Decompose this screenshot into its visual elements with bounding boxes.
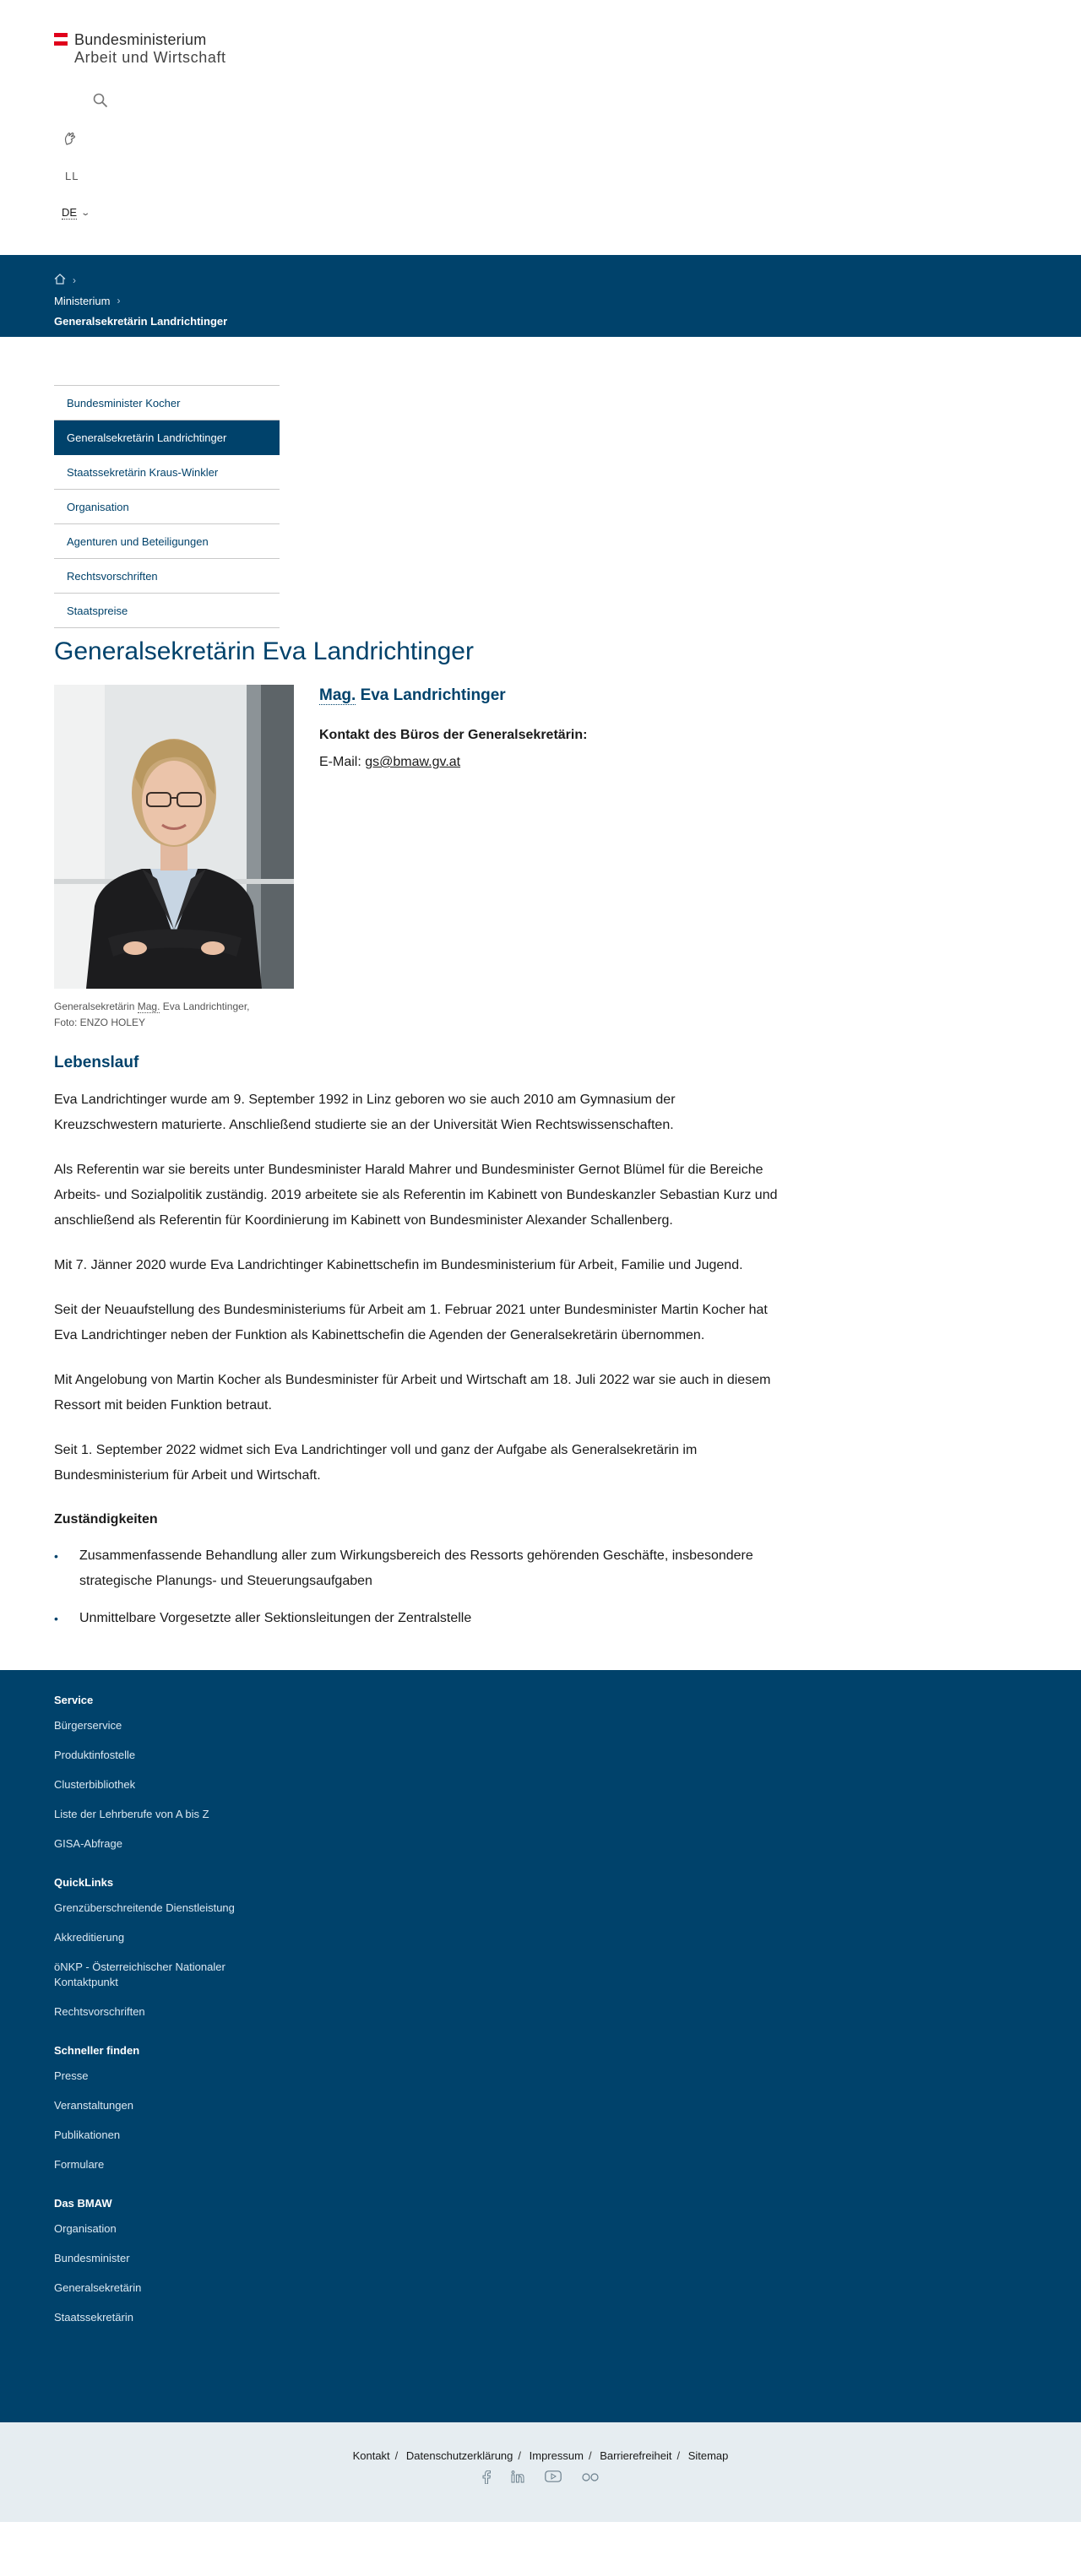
duty-item: • Zusammenfassende Behandlung aller zum Wirkungsbereich des Ressorts gehörenden Geschäfte, insbesondere strategische Planungs- und Steuerungsaufgaben	[54, 1543, 780, 1594]
cv-heading: Lebenslauf	[54, 1054, 139, 1071]
footer-link[interactable]: Liste der Lehrberufe von A bis Z	[54, 1808, 209, 1820]
footer-link[interactable]: Rechtsvorschriften	[54, 2005, 145, 2018]
legal-link-kontakt[interactable]: Kontakt	[352, 2449, 390, 2462]
caption-prefix: Generalsekretärin	[54, 1001, 135, 1012]
sidenav-item[interactable]: Organisation	[54, 490, 280, 524]
duties-list	[54, 1543, 780, 1631]
footer-link[interactable]: Bundesminister	[54, 2252, 130, 2264]
separator: /	[588, 2449, 592, 2462]
caption-abbreviation: Mag.	[137, 1001, 160, 1012]
logo-text	[74, 31, 226, 67]
duties-heading: Zuständigkeiten	[54, 1512, 158, 1527]
sidenav-item[interactable]: Agenturen und Beteiligungen	[54, 524, 280, 559]
search-icon[interactable]	[93, 93, 108, 112]
facebook-icon[interactable]	[482, 2470, 491, 2488]
footer-link[interactable]: Akkreditierung	[54, 1931, 125, 1944]
footer-link[interactable]: Formulare	[54, 2158, 105, 2171]
site-header	[0, 0, 1081, 255]
footer-group-title: Schneller finden	[54, 2044, 140, 2057]
chevron-down-icon: ⌄	[80, 208, 91, 218]
sign-language-icon[interactable]	[63, 131, 77, 150]
footer-group-quicklinks	[54, 1874, 1027, 2020]
youtube-icon[interactable]	[545, 2470, 562, 2488]
sidenav-item-active[interactable]: Generalsekretärin Landrichtinger	[54, 420, 280, 455]
separator: /	[394, 2449, 399, 2462]
email-link[interactable]: gs@bmaw.gv.at	[365, 755, 461, 769]
duty-item: • Unmittelbare Vorgesetzte aller Sektionsleitungen der Zentralstelle	[54, 1606, 780, 1631]
linkedin-icon[interactable]	[511, 2470, 524, 2488]
chevron-right-icon: ›	[73, 274, 76, 286]
easy-language-link[interactable]: LL	[65, 170, 79, 182]
cv-text	[54, 1087, 1027, 1489]
social-links	[0, 2470, 1081, 2488]
legal-links	[0, 2449, 1081, 2462]
breadcrumb-ministerium[interactable]: Ministerium	[54, 294, 111, 307]
site-logo[interactable]	[54, 31, 226, 67]
person-name-text: Eva Landrichtinger	[360, 686, 506, 704]
breadcrumb	[0, 255, 1081, 337]
cv-paragraph: Seit der Neuaufstellung des Bundesministeriums für Arbeit am 1. Februar 2021 unter Bundesminister Martin Kocher hat Eva Landrichtinger neben der Funktion als Kabinettschefin die Agenden der Generalsekretärin übernommen.	[54, 1303, 768, 1342]
footer-link[interactable]: Bürgerservice	[54, 1719, 122, 1732]
section-navigation	[54, 385, 280, 628]
email-label: E-Mail:	[319, 755, 361, 769]
person-name	[319, 686, 587, 705]
flickr-icon[interactable]	[582, 2470, 599, 2488]
legal-bar	[0, 2422, 1081, 2522]
legal-link-impressum[interactable]: Impressum	[529, 2449, 584, 2462]
home-icon[interactable]	[54, 274, 66, 287]
footer-group-title: Das BMAW	[54, 2197, 112, 2210]
sidenav-item[interactable]: Bundesminister Kocher	[54, 386, 280, 420]
cv-paragraph: Als Referentin war sie bereits unter Bundesminister Harald Mahrer und Bundesminister Gernot Blümel für die Bereiche Arbeits- und Sozialpolitik zuständig. 2019 arbeitete sie als Referentin im Kabinett von Bundeskanzler Sebastian Kurz und anschließend als Referentin für Koordinierung im Kabinett von Bundesminister Alexander Schallenberg.	[54, 1163, 778, 1228]
title-abbreviation: Mag.	[319, 686, 356, 704]
cv-paragraph: Eva Landrichtinger wurde am 9. September 1992 in Linz geboren wo sie auch 2010 am Gymnasium der Kreuzschwestern maturierte. Anschließend studierte sie an der Universität Wien Rechtswissenschaften.	[54, 1093, 676, 1132]
portrait-photo	[54, 685, 294, 989]
footer-link[interactable]: Produktinfostelle	[54, 1749, 136, 1761]
site-footer	[0, 1670, 1081, 2422]
office-contact-label: Kontakt des Büros der Generalsekretärin:	[319, 728, 588, 742]
chevron-right-icon: ›	[117, 295, 121, 306]
separator: /	[518, 2449, 522, 2462]
footer-group-title: Service	[54, 1694, 94, 1706]
footer-link[interactable]: Staatssekretärin	[54, 2311, 133, 2324]
language-code: DE	[62, 206, 78, 219]
footer-link[interactable]: Generalsekretärin	[54, 2281, 142, 2294]
photo-credit: Foto: ENZO HOLEY	[54, 1017, 146, 1028]
breadcrumb-current: Generalsekretärin Landrichtinger	[54, 314, 228, 328]
logo-line1: Bundesministerium	[74, 31, 207, 48]
sidenav-item[interactable]: Staatssekretärin Kraus-Winkler	[54, 455, 280, 490]
legal-link-barrierefreiheit[interactable]: Barrierefreiheit	[600, 2449, 672, 2462]
sidenav-item[interactable]: Rechtsvorschriften	[54, 559, 280, 594]
page-title: Generalsekretärin Eva Landrichtinger	[54, 637, 474, 665]
footer-link[interactable]: Grenzüberschreitende Dienstleistung	[54, 1901, 235, 1914]
profile-section	[54, 685, 1027, 989]
footer-group-schneller-finden	[54, 2042, 1027, 2172]
footer-link[interactable]: Veranstaltungen	[54, 2099, 133, 2112]
sidenav-item[interactable]: Staatspreise	[54, 594, 280, 628]
footer-link[interactable]: öNKP - Österreichischer Nationaler Kontaktpunkt	[54, 1960, 225, 1988]
email-line	[319, 755, 587, 770]
footer-group-title: QuickLinks	[54, 1876, 114, 1889]
footer-link[interactable]: GISA-Abfrage	[54, 1837, 122, 1850]
main-content	[0, 637, 1081, 1631]
logo-line2: Arbeit und Wirtschaft	[74, 49, 226, 66]
legal-link-sitemap[interactable]: Sitemap	[687, 2449, 729, 2462]
austria-flag-icon	[54, 31, 68, 67]
footer-link[interactable]: Clusterbibliothek	[54, 1778, 136, 1791]
legal-link-datenschutz[interactable]: Datenschutzerklärung	[405, 2449, 513, 2462]
footer-group-das-bmaw	[54, 2194, 1027, 2325]
photo-caption	[54, 999, 299, 1031]
footer-link[interactable]: Organisation	[54, 2222, 117, 2235]
footer-link[interactable]: Presse	[54, 2069, 89, 2082]
caption-name: Eva Landrichtinger,	[162, 1001, 250, 1012]
contact-block	[319, 685, 587, 989]
footer-link[interactable]: Publikationen	[54, 2129, 121, 2141]
language-select[interactable]	[62, 206, 89, 220]
cv-paragraph: Seit 1. September 2022 widmet sich Eva Landrichtinger voll und ganz der Aufgabe als Generalsekretärin im Bundesministerium für Arbeit und Wirtschaft.	[54, 1443, 698, 1483]
cv-paragraph: Mit Angelobung von Martin Kocher als Bundesminister für Arbeit und Wirtschaft am 18. Juli 2022 war sie auch in diesem Ressort mit beiden Funktion betraut.	[54, 1373, 771, 1413]
footer-group-service	[54, 1691, 1027, 1852]
cv-paragraph: Mit 7. Jänner 2020 wurde Eva Landrichtinger Kabinettschefin im Bundesministerium für Arbeit, Familie und Jugend.	[54, 1258, 743, 1272]
separator: /	[676, 2449, 681, 2462]
